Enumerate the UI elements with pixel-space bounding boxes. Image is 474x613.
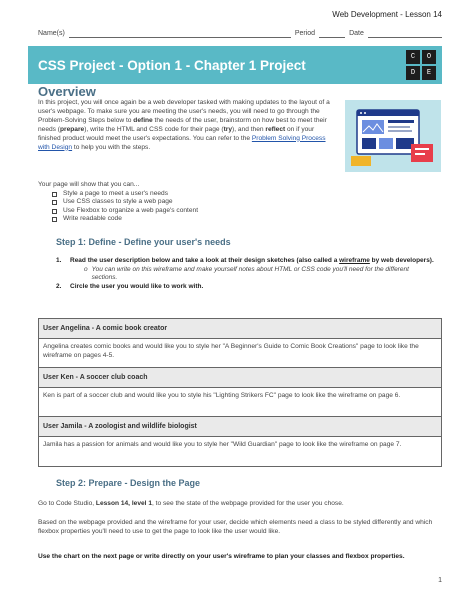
title-banner — [28, 46, 442, 84]
step2-paragraph-2: Based on the webpage provided and the wireframe for your user, decide which elements need a class to be styled differently and which flexbox properties you'll need to use to get the page to look like the user would like. — [38, 519, 433, 535]
step2-paragraph-1: Go to Code Studio, Lesson 14, level 1, to see the state of the webpage provided for the user you chose. — [38, 500, 344, 507]
user-desc-jamila: Jamila has a passion for animals and would like you to style her "Wild Guardian" page to look like the wireframe on page 7. — [43, 441, 402, 448]
instruction-item: 1. Read the user description below and take a look at their design sketches (also called a wireframe by web developers). — [56, 257, 434, 264]
user-header-ken[interactable]: User Ken - A soccer club coach — [39, 368, 441, 388]
code-logo — [406, 50, 436, 80]
logo-letter: E — [422, 66, 436, 80]
list-item: Use CSS classes to style a web page — [52, 198, 198, 206]
step2-heading: Step 2: Prepare - Design the Page — [56, 478, 201, 488]
instruction-item: 2. Circle the user you would like to work with. — [56, 282, 204, 290]
list-item: Write readable code — [52, 215, 198, 223]
instruction-sub-bullet: o You can write on this wireframe and make yourself notes about HTML or CSS code you'll need for the different sections. — [84, 265, 409, 282]
user-header-jamila[interactable]: User Jamila - A zoologist and wildlife biologist — [39, 417, 441, 437]
checkbox[interactable] — [52, 192, 57, 197]
name-blank — [69, 30, 291, 38]
overview-paragraph: In this project, you will once again be a web developer tasked with making updates to the layout of a user's webpage. To make sure you are meeting the user's needs, you will need to go through the Problem-Solving Steps below to define the needs of the user, brainstorm on how best to meet their needs (prepare), write the HTML and CSS code for their page (try), and then reflect on if your finished product would meet the user's expectations. You can refer to the Problem Solving Process with Design to help you with the steps. — [38, 99, 330, 151]
date-blank — [368, 30, 442, 38]
list-item: Use Flexbox to organize a web page's content — [52, 207, 198, 215]
user-desc-ken: Ken is part of a soccer club and would like you to style his "Lighting Strikers FC" page to look like the wireframe on page 6. — [39, 388, 441, 417]
period-label: Period — [294, 30, 316, 37]
name-period-date-line — [38, 30, 442, 38]
step2-paragraph-3: Use the chart on the next page or write directly on your user's wireframe to plan your classes and flexbox properties. — [38, 553, 405, 560]
checkbox[interactable] — [52, 209, 57, 214]
problem-solving-link[interactable]: Problem Solving Process with Design — [38, 134, 326, 151]
overview-heading: Overview — [38, 84, 96, 99]
logo-letter: C — [406, 50, 420, 64]
course-lesson-label: Web Development - Lesson 14 — [332, 10, 442, 19]
period-blank — [319, 30, 345, 38]
step1-heading: Step 1: Define - Define your user's needs — [56, 237, 231, 247]
document-title: CSS Project - Option 1 - Chapter 1 Project — [38, 57, 306, 73]
user-desc-angelina: Angelina creates comic books and would like you to style her "A Beginner's Guide to Comic Book Creations" page to look like the wireframe on pages 4-5. — [39, 339, 441, 368]
wireframe-link[interactable]: wireframe — [339, 257, 370, 264]
name-label: Name(s) — [38, 30, 65, 37]
users-table — [38, 318, 442, 467]
user-header-angelina[interactable]: User Angelina - A comic book creator — [39, 319, 441, 339]
show-intro-text: Your page will show that you can... — [38, 181, 140, 188]
checkbox[interactable] — [52, 217, 57, 222]
page-number: 1 — [438, 577, 442, 584]
skills-checklist — [52, 190, 198, 224]
step1-instructions — [56, 257, 440, 291]
webpage-illustration — [345, 100, 441, 172]
checkbox[interactable] — [52, 200, 57, 205]
list-item: Style a page to meet a user's needs — [52, 190, 198, 198]
logo-letter: O — [422, 50, 436, 64]
logo-letter: D — [406, 66, 420, 80]
date-label: Date — [349, 30, 364, 37]
